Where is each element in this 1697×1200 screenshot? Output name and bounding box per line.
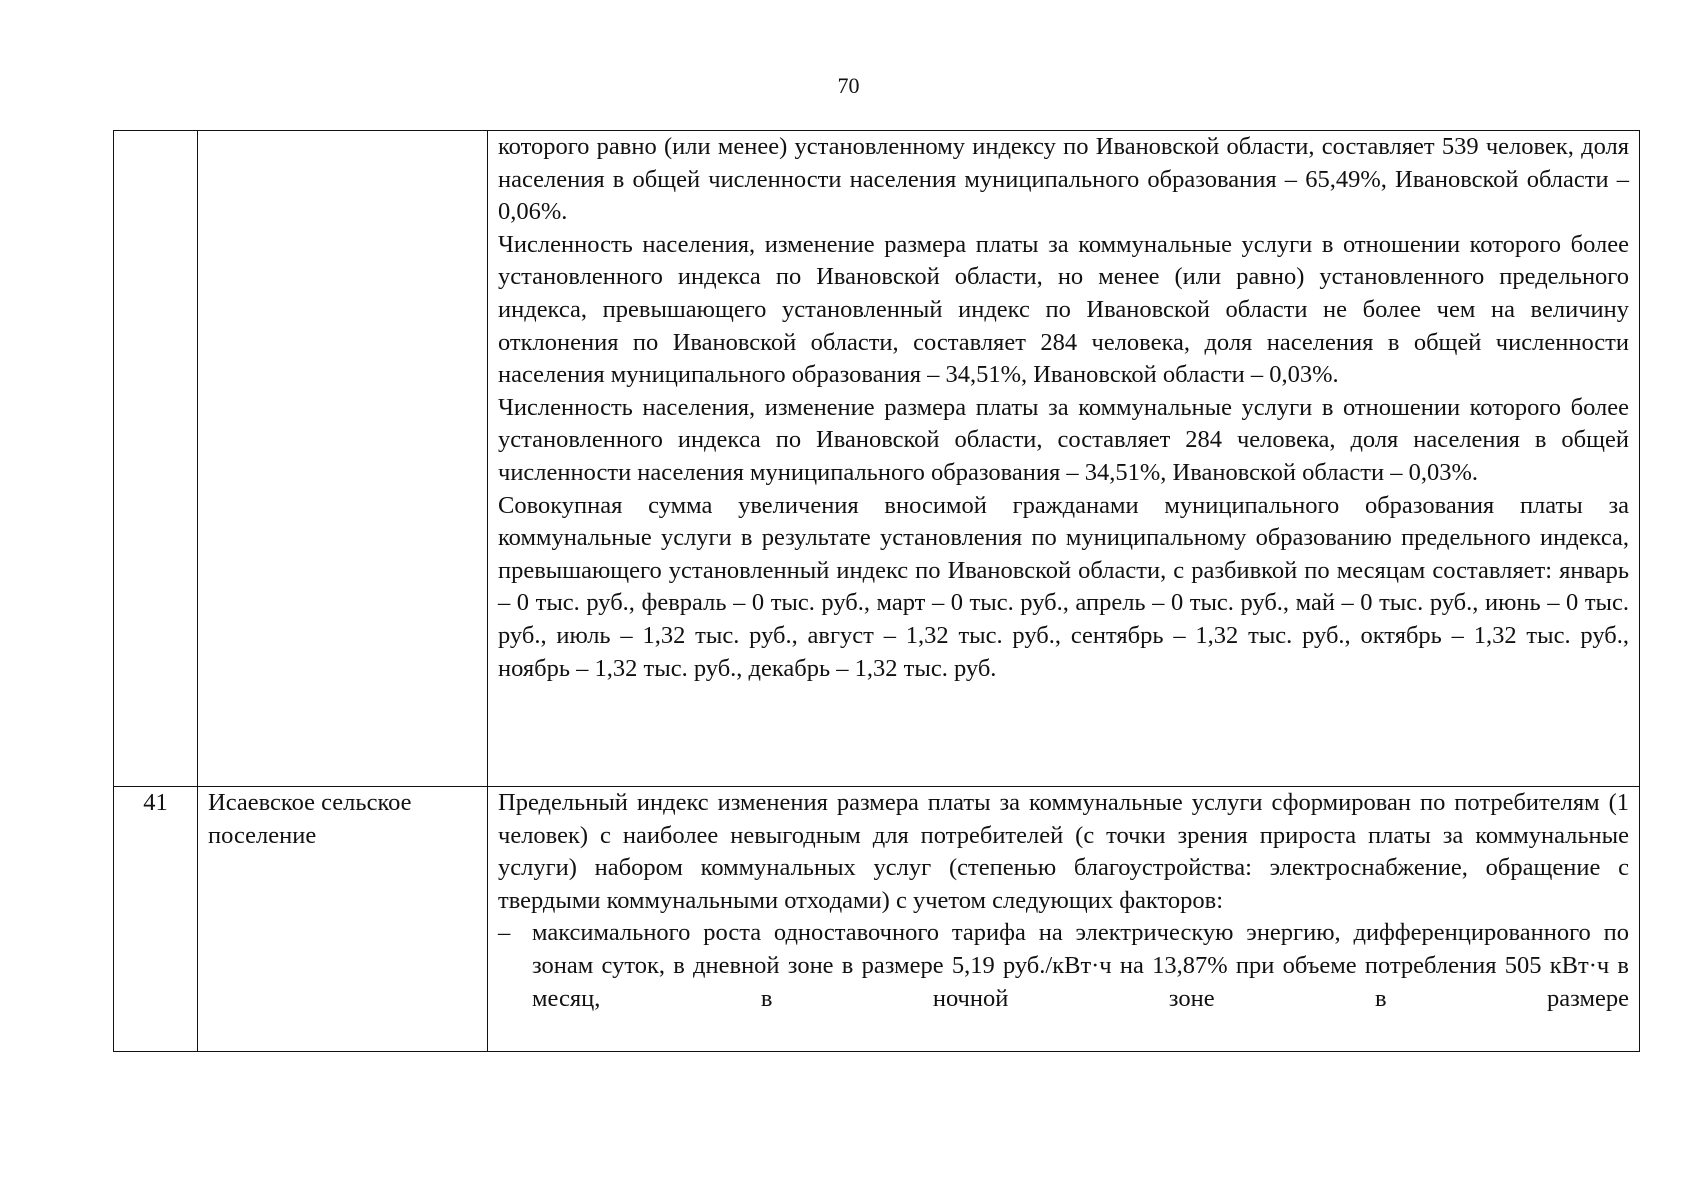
page-number: 70 — [837, 73, 860, 98]
list-item — [498, 917, 1629, 1015]
row-description-cell — [488, 787, 1640, 1052]
data-table — [113, 130, 1640, 1052]
row-number-cell — [114, 131, 198, 787]
list-item-text: максимального роста одноставочного тарифа на электрическую энергию, дифференцированного по зонам суток, в дневной зоне в размере 5,19 руб./кВт·ч на 13,87% при объеме потребления 505 кВт·ч в месяц, в ночной зоне в размере — [532, 919, 1629, 1012]
table-row-41 — [114, 787, 1640, 1052]
table-row-continuation — [114, 131, 1640, 787]
row-description-cell — [488, 131, 1640, 787]
row-name-cell — [198, 131, 488, 787]
paragraph-share-within-deviation: Численность населения, изменение размера платы за коммунальные услуги в отношении которого более установленного индекса по Ивановской области, но менее (или равно) установленного предельного индекса, превышающего установленный индекс по Ивановской области не более чем на величину отклонения по Ивановской области, составляет 284 человека, доля населения в общей численности населения муниципального образования – 34,51%, Ивановской области – 0,03%. — [498, 230, 1629, 389]
row-name-cell: Исаевское сельское поселение — [198, 787, 488, 1052]
paragraph-share-above-index: Численность населения, изменение размера платы за коммунальные услуги в отношении которого более установленного индекса по Ивановской области, составляет 284 человека, доля населения в общей численности населения муниципального образования – 34,51%, Ивановской области – 0,03%. — [498, 393, 1629, 486]
paragraph-monthly-increase: Совокупная сумма увеличения вносимой гражданами муниципального образования платы за коммунальные услуги в результате установления по муниципальному образованию предельного индекса, превышающего установленный индекс по Ивановской области, с разбивкой по месяцам составляет: январь – 0 тыс. руб., февраль – 0 тыс. руб., март – 0 тыс. руб., апрель – 0 тыс. руб., май – 0 тыс. руб., июнь – 0 тыс. руб., июль – 1,32 тыс. руб., август – 1,32 тыс. руб., сентябрь – 1,32 тыс. руб., октябрь – 1,32 тыс. руб., ноябрь – 1,32 тыс. руб., декабрь – 1,32 тыс. руб. — [498, 491, 1629, 682]
list-dash-marker: – — [498, 919, 511, 947]
paragraph-share-equal-index: которого равно (или менее) установленному индексу по Ивановской области, составляет 539 человек, доля населения в общей численности населения муниципального образования – 65,49%, Ивановской области – 0,06%. — [498, 133, 1629, 226]
row-number-cell: 41 — [114, 787, 198, 1052]
paragraph-index-formation: Предельный индекс изменения размера платы за коммунальные услуги сформирован по потребителям (1 человек) с наиболее невыгодным для потребителей (с точки зрения прироста платы за коммунальные услуги) набором коммунальных услуг (степенью благоустройства: электроснабжение, обращение с твердыми коммунальными отходами) с учетом следующих факторов: — [498, 789, 1629, 914]
